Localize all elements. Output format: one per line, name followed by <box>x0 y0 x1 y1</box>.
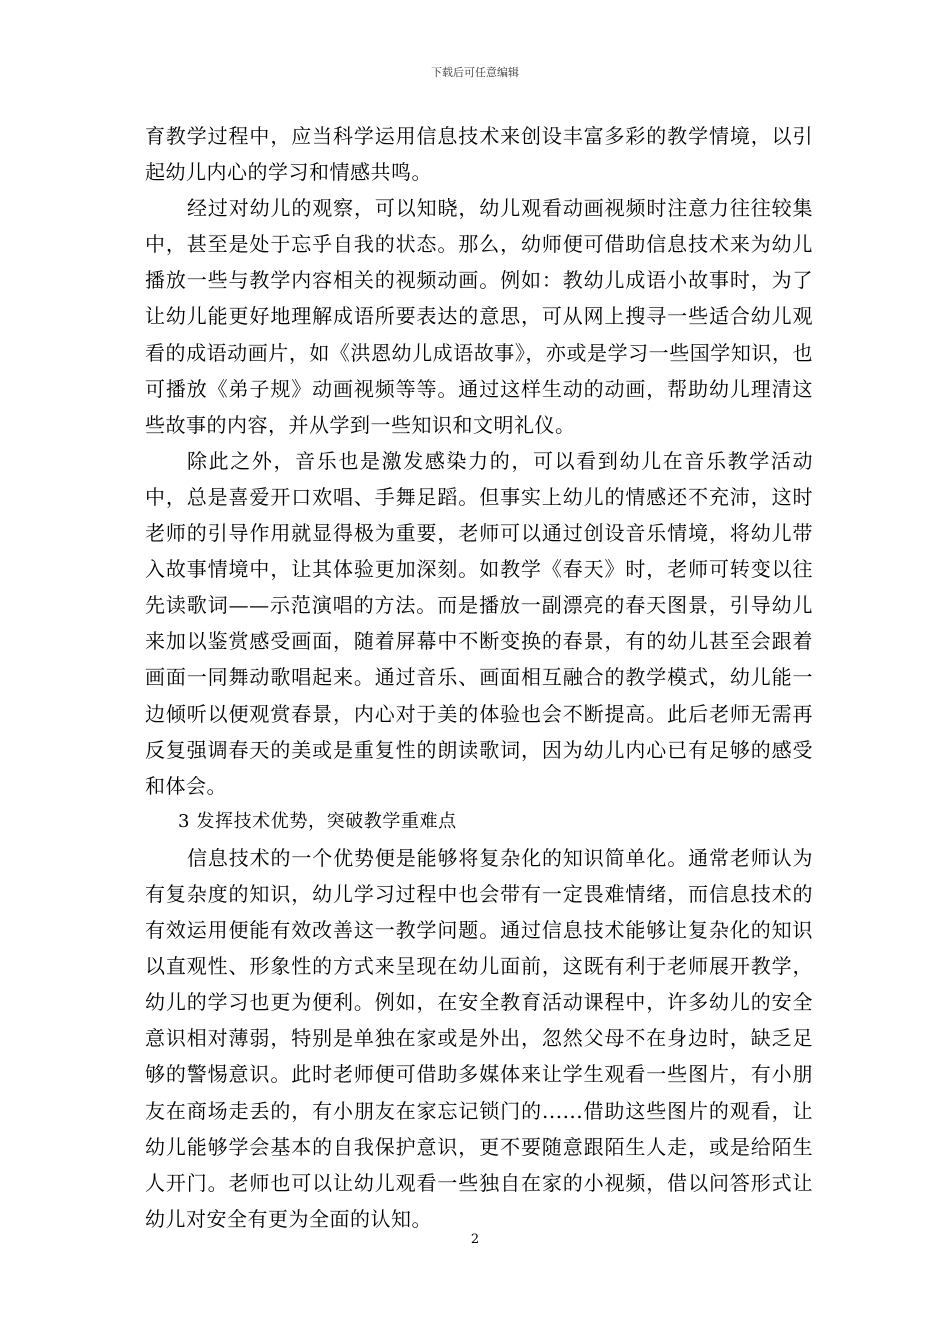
document-body <box>145 118 813 1237</box>
body-paragraph: 经过对幼儿的观察，可以知晓，幼儿观看动画视频时注意力往往较集中，甚至是处于忘乎自我的状态。那么，幼师便可借助信息技术来为幼儿播放一些与教学内容相关的视频动画。例如：教幼儿成语小故事时，为了让幼儿能更好地理解成语所要表达的意思，可从网上搜寻一些适合幼儿观看的成语动画片，如《洪恩幼儿成语故事》，亦或是学习一些国学知识，也可播放《弟子规》动画视频等等。通过这样生动的动画，帮助幼儿理清这些故事的内容，并从学到一些知识和文明礼仪。 <box>145 196 813 437</box>
body-paragraph: 育教学过程中，应当科学运用信息技术来创设丰富多彩的教学情境，以引起幼儿内心的学习和情感共鸣。 <box>145 124 813 185</box>
body-paragraph: 信息技术的一个优势便是能够将复杂化的知识简单化。通常老师认为有复杂度的知识，幼儿学习过程中也会带有一定畏难情绪，而信息技术的有效运用便能有效改善这一教学问题。通过信息技术能够让复杂化的知识以直观性、形象性的方式来呈现在幼儿面前，这既有利于老师展开教学，幼儿的学习也更为便利。例如，在安全教育活动课程中，许多幼儿的安全意识相对薄弱，特别是单独在家或是外出，忽然父母不在身边时，缺乏足够的警惕意识。此时老师便可借助多媒体来让学生观看一些图片，有小朋友在商场走丢的，有小朋友在家忘记锁门的......借助这些图片的观看，让幼儿能够学会基本的自我保护意识，更不要随意跟陌生人走，或是给陌生人开门。老师也可以让幼儿观看一些独自在家的小视频，借以问答形式让幼儿对安全有更为全面的认知。 <box>145 845 813 1231</box>
page-number: 2 <box>470 1232 480 1247</box>
body-paragraph: 除此之外，音乐也是激发感染力的，可以看到幼儿在音乐教学活动中，总是喜爱开口欢唱、手舞足蹈。但事实上幼儿的情感还不充沛，这时老师的引导作用就显得极为重要，老师可以通过创设音乐情境，将幼儿带入故事情境中，让其体验更加深刻。如教学《春天》时，老师可转变以往先读歌词——示范演唱的方法。而是播放一副漂亮的春天图景，引导幼儿来加以鉴赏感受画面，随着屏幕中不断变换的春景，有的幼儿甚至会跟着画面一同舞动歌唱起来。通过音乐、画面相互融合的教学模式，幼儿能一边倾听以便观赏春景，内心对于美的体验也会不断提高。此后老师无需再反复强调春天的美或是重复性的朗读歌词，因为幼儿内心已有足够的感受和体会。 <box>145 448 813 798</box>
section-heading: 3 发挥技术优势，突破教学重难点 <box>178 810 457 832</box>
page-header: 下载后可任意编辑 <box>431 66 519 79</box>
